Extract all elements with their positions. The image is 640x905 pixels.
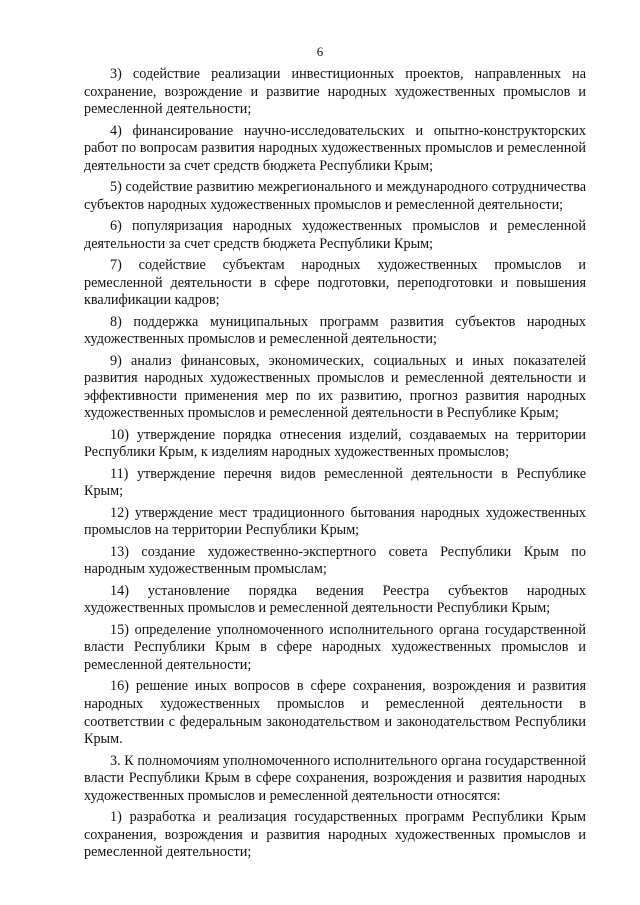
paragraph-item-13: 13) создание художественно-экспертного совета Республики Крым по народным художественным промыслам;: [84, 543, 586, 578]
paragraph-item-12: 12) утверждение мест традиционного бытования народных художественных промыслов на территории Республики Крым;: [84, 504, 586, 539]
paragraph-item-5: 5) содействие развитию межрегионального и международного сотрудничества субъектов народных художественных промыслов и ремесленной деятельности;: [84, 179, 586, 213]
paragraph-item-3: 3) содействие реализации инвестиционных проектов, направленных на сохранение, возрождение и развитие народных художественных промыслов и ремесленной деятельности;: [84, 66, 586, 118]
section-3-heading: 3. К полномочиям уполномоченного исполнительного органа государственной власти Республики Крым в сфере сохранения, возрождения и развития народных художественных промыслов и ремесленной деятельности относятся:: [84, 752, 586, 804]
paragraph-item-4: 4) финансирование научно-исследовательских и опытно-конструкторских работ по вопросам развития народных художественных промыслов и ремесленной деятельности за счет средств бюджета Республики Крым;: [84, 122, 586, 174]
paragraph-item-14: 14) установление порядка ведения Реестра субъектов народных художественных промыслов и ремесленной деятельности Республики Крым;: [84, 582, 586, 617]
paragraph-item-7: 7) содействие субъектам народных художественных промыслов и ремесленной деятельности в сфере подготовки, переподготовки и повышения квалификации кадров;: [84, 257, 586, 309]
paragraph-item-8: 8) поддержка муниципальных программ развития субъектов народных художественных промыслов и ремесленной деятельности;: [84, 313, 586, 348]
paragraph-item-9: 9) анализ финансовых, экономических, социальных и иных показателей развития народных художественных промыслов и ремесленной деятельности и эффективности применения мер по их развитию, прогноз развития народных художественных промыслов и ремесленной деятельности в Республике Крым;: [84, 352, 586, 422]
document-body: [84, 66, 586, 866]
paragraph-item-16: 16) решение иных вопросов в сфере сохранения, возрождения и развития народных художественных промыслов и ремесленной деятельности в соответствии с федеральным законодательством и законодательством Республики Крым.: [84, 678, 586, 748]
paragraph-item-15: 15) определение уполномоченного исполнительного органа государственной власти Республики Крым в сфере народных художественных промыслов и ремесленной деятельности;: [84, 621, 586, 673]
paragraph-item-6: 6) популяризация народных художественных промыслов и ремесленной деятельности за счет средств бюджета Республики Крым;: [84, 218, 586, 252]
paragraph-item-10: 10) утверждение порядка отнесения изделий, создаваемых на территории Республики Крым, к изделиям народных художественных промыслов;: [84, 426, 586, 461]
section-3-item-1: 1) разработка и реализация государственных программ Республики Крым сохранения, возрождения и развития народных художественных промыслов и ремесленной деятельности;: [84, 809, 586, 861]
paragraph-item-11: 11) утверждение перечня видов ремесленной деятельности в Республике Крым;: [84, 465, 586, 500]
page-number: 6: [316, 44, 324, 59]
